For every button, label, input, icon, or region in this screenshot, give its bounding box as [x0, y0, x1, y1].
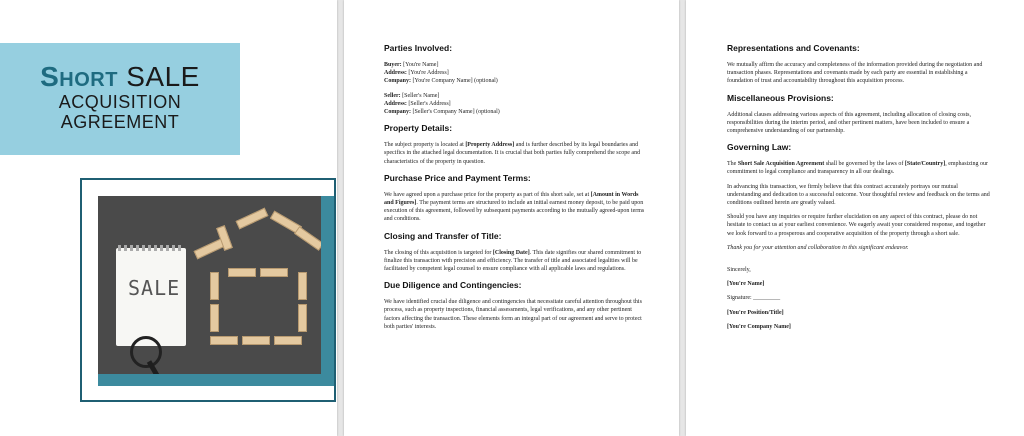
heading-closing: Closing and Transfer of Title: — [384, 230, 502, 241]
house-block — [298, 304, 307, 332]
notepad-illustration — [116, 248, 186, 346]
house-block — [210, 272, 219, 300]
inquiries-paragraph: Should you have any inquiries or require further elucidation on any aspect of this contract, please do not hesitate to contact us at your earliest convenience. We eagerly await your considered response, and together we look forward to a prosperous and cooperative acquisition of the property through a short sale. — [727, 214, 986, 237]
advancing-paragraph: In advancing this transaction, we firmly believe that this contract accurately portrays our mutual understanding and dedication to a successful outcome. Your thoughtful review and feedback on the terms and conditions outlined herein are greatly valued. — [727, 183, 990, 207]
notepad-sale-text: SALE — [128, 276, 181, 300]
buyer-block: Buyer: [You're Name] Address: [You're Address] Company: [You're Company Name] (optional) — [384, 62, 498, 85]
heading-property: Property Details: — [384, 123, 453, 134]
signature-line: Signature: _________ — [727, 295, 781, 302]
cover-photo-frame — [80, 178, 336, 402]
governing-law-paragraph: The Short Sale Acquisition Agreement shall be governed by the laws of [State/Country], emphasizing our commitment to legal compliance and transparency in all our dealings. — [727, 161, 989, 176]
title-short: Short — [40, 61, 118, 92]
signer-position: [You're Position/Title] — [727, 309, 784, 316]
miscellaneous-paragraph: Additional clauses addressing various aspects of this agreement, including allocation of closing costs, responsibilities during the interim period, and other pertinent matters, have been included to ensure a comprehensive understanding of our partnership. — [727, 111, 971, 135]
heading-price: Purchase Price and Payment Terms: — [384, 172, 531, 183]
house-block — [260, 268, 288, 277]
cover-page — [0, 0, 337, 436]
house-block — [294, 226, 321, 251]
house-block — [274, 336, 302, 345]
property-paragraph: The subject property is located at [Property Address] and is further described by its legal boundaries and specifics in the attached legal documentation. It is crucial that both parties fully comprehend the scope and characteristics of the property in question. — [384, 142, 641, 165]
notepad-spiral — [118, 245, 184, 251]
thank-you-note: Thank you for your attention and collaboration in this significant endeavor. — [727, 244, 909, 251]
signer-name: [You're Name] — [727, 281, 765, 288]
heading-representations: Representations and Covenants: — [727, 43, 860, 53]
house-block — [236, 208, 269, 230]
heading-parties: Parties Involved: — [384, 43, 453, 53]
sincerely-line: Sincerely, — [727, 267, 751, 274]
closing-paragraph: The closing of this acquisition is targeted for [Closing Date]. This date signifies our shared commitment to finalize this transaction with precision and efficiency. The transfer of title and associated legalities will be facilitated by competent legal counsel to ensure compliance with all applicable laws and regulations. — [384, 249, 642, 273]
title-line-2: ACQUISITION — [58, 92, 182, 112]
agreement-page-3 — [686, 0, 1024, 436]
cover-photo — [98, 196, 321, 374]
agreement-page-2 — [344, 0, 679, 436]
house-block — [210, 304, 219, 332]
diligence-paragraph: We have identified crucial due diligence and contingencies that necessitate careful attention throughout this process, such as property inspections, financial assessments, legal verifications, and any other pertinent factors affecting the transaction. These elements form an integral part of our agreement and serve to protect both parties' interests. — [384, 299, 642, 330]
seller-block: Seller: [Seller's Name] Address: [Seller's Address] Company: [Seller's Company Name] (optional) — [384, 92, 500, 116]
magnifier-icon — [130, 336, 162, 368]
house-block — [210, 336, 238, 345]
title-line-1 — [0, 62, 240, 92]
heading-miscellaneous: Miscellaneous Provisions: — [727, 92, 834, 103]
price-paragraph: We have agreed upon a purchase price for the property as part of this short sale, set at [Amount in Words and Figures]. The payment terms are structured to include an initial earnest money deposit, to be paid upon execution of this agreement, followed by subsequent payments according to the mutually agreed-upon terms and conditions. — [384, 191, 645, 223]
house-block — [228, 268, 256, 277]
title-sale: SALE — [126, 61, 200, 92]
heading-governing-law: Governing Law: — [727, 142, 792, 153]
representations-paragraph: We mutually affirm the accuracy and completeness of the information provided during the negotiation and transaction phases. Representations and covenants made by each party are essential in establishing a foundation of trust and accountability throughout this acquisition process. — [727, 62, 983, 85]
signer-company: [You're Company Name] — [727, 323, 791, 330]
title-line-3: AGREEMENT — [60, 112, 180, 132]
page-3-content — [727, 36, 991, 337]
cover-photo-backdrop — [98, 196, 334, 386]
title-block — [0, 43, 240, 155]
heading-diligence: Due Diligence and Contingencies: — [384, 280, 522, 291]
page-2-content — [384, 36, 645, 337]
house-block — [242, 336, 270, 345]
house-block — [298, 272, 307, 300]
